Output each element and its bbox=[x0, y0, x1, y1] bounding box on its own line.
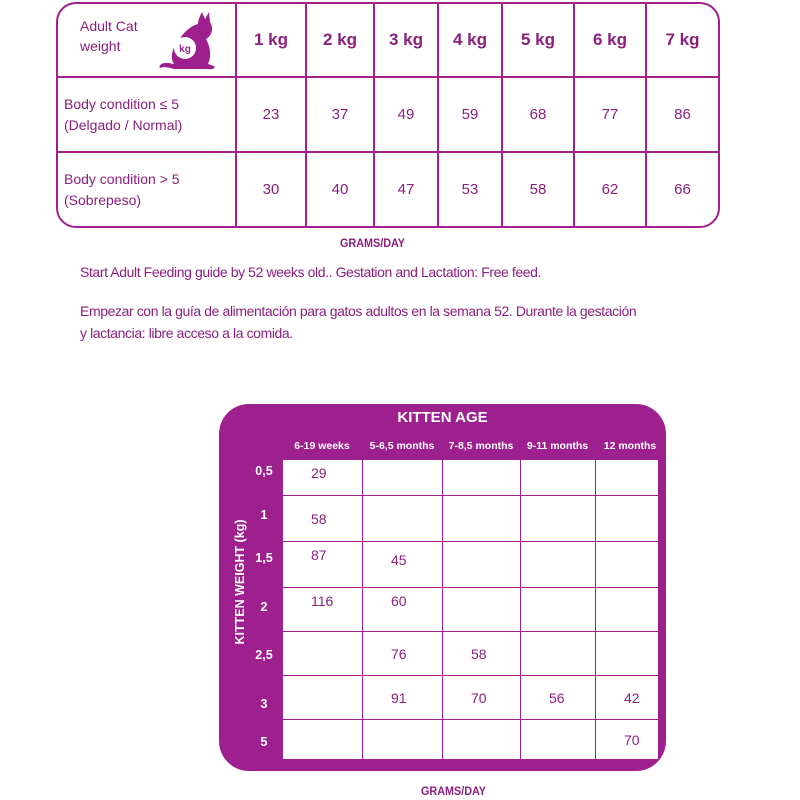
kitten-weight-label: 3 bbox=[260, 697, 268, 711]
adult-cell: 66 bbox=[646, 152, 718, 226]
kitten-cell: 58 bbox=[443, 632, 521, 676]
adult-weight-header: 2 kg bbox=[306, 4, 374, 77]
kitten-cell bbox=[283, 632, 363, 676]
kitten-cell: 116 bbox=[283, 588, 363, 632]
note-spanish-line1: Empezar con la guía de alimentación para gatos adultos en la semana 52. Durante la gestación bbox=[80, 303, 637, 319]
adult-weight-header: 7 kg bbox=[646, 4, 718, 77]
kitten-cell bbox=[521, 496, 596, 542]
kitten-cell: 29 bbox=[283, 460, 363, 496]
row-label-line2: (Sobrepeso) bbox=[64, 191, 142, 208]
kitten-cell bbox=[596, 632, 659, 676]
adult-cell: 30 bbox=[236, 152, 306, 226]
adult-row-label bbox=[58, 152, 236, 226]
kitten-cell bbox=[596, 542, 659, 588]
adult-corner-label-line2: weight bbox=[80, 38, 121, 54]
note-spanish-line2: y lactancia: libre acceso a la comida. bbox=[80, 325, 293, 341]
adult-cell: 37 bbox=[306, 77, 374, 152]
kitten-age-header: 7-8,5 months bbox=[448, 440, 514, 452]
adult-weight-header: 5 kg bbox=[502, 4, 574, 77]
adult-cell: 47 bbox=[374, 152, 438, 226]
kitten-cell: 91 bbox=[363, 676, 443, 720]
kitten-cell bbox=[443, 720, 521, 760]
kitten-weight-label: 5 bbox=[260, 735, 268, 749]
kitten-cell bbox=[521, 460, 596, 496]
kitten-cell bbox=[443, 496, 521, 542]
kitten-cell: 87 bbox=[283, 542, 363, 588]
kitten-cell bbox=[521, 720, 596, 760]
adult-row-label bbox=[58, 77, 236, 152]
kitten-cell bbox=[443, 588, 521, 632]
adult-corner-label-line1: Adult Cat bbox=[80, 18, 138, 34]
kitten-cell: 70 bbox=[443, 676, 521, 720]
kitten-cell: 45 bbox=[363, 542, 443, 588]
adult-weight-header: 4 kg bbox=[438, 4, 502, 77]
kitten-weight-label: 1,5 bbox=[255, 551, 273, 565]
kitten-cell bbox=[521, 588, 596, 632]
kitten-cell: 42 bbox=[596, 676, 659, 720]
adult-cell: 59 bbox=[438, 77, 502, 152]
kitten-cell bbox=[443, 460, 521, 496]
kitten-cell: 70 bbox=[596, 720, 659, 760]
row-label-line2: (Delgado / Normal) bbox=[64, 116, 183, 133]
kitten-cell: 76 bbox=[363, 632, 443, 676]
kitten-age-header: 9-11 months bbox=[526, 440, 589, 452]
kitten-cell: 58 bbox=[283, 496, 363, 542]
row-label-line1: Body condition ≤ 5 bbox=[64, 95, 180, 112]
kitten-weight-axis-label: KITTEN WEIGHT (kg) bbox=[233, 519, 247, 645]
adult-cell: 53 bbox=[438, 152, 502, 226]
kitten-cell bbox=[363, 496, 443, 542]
kitten-unit-label: GRAMS/DAY bbox=[421, 784, 487, 798]
adult-cell: 86 bbox=[646, 77, 718, 152]
kitten-age-title: KITTEN AGE bbox=[397, 409, 488, 426]
adult-cell: 49 bbox=[374, 77, 438, 152]
adult-weight-header: 6 kg bbox=[574, 4, 646, 77]
kitten-weight-label: 2 bbox=[260, 600, 268, 614]
kitten-cell bbox=[283, 676, 363, 720]
kitten-weight-label: 1 bbox=[260, 508, 268, 522]
kitten-age-header: 6-19 weeks bbox=[294, 440, 350, 452]
adult-row-normal bbox=[58, 77, 718, 152]
kitten-cell bbox=[363, 460, 443, 496]
kitten-cell bbox=[283, 720, 363, 760]
adult-cell: 23 bbox=[236, 77, 306, 152]
adult-cell: 58 bbox=[502, 152, 574, 226]
note-english: Start Adult Feeding guide by 52 weeks old.. Gestation and Lactation: Free feed. bbox=[80, 264, 542, 280]
kitten-feeding-grid bbox=[282, 459, 658, 759]
kitten-cell bbox=[521, 542, 596, 588]
kitten-cell bbox=[596, 588, 659, 632]
adult-cell: 77 bbox=[574, 77, 646, 152]
adult-corner-cell bbox=[58, 4, 236, 77]
adult-cell: 62 bbox=[574, 152, 646, 226]
adult-unit-label: GRAMS/DAY bbox=[340, 236, 406, 250]
kitten-weight-label: 2,5 bbox=[255, 648, 273, 662]
kitten-cell: 56 bbox=[521, 676, 596, 720]
kitten-cell bbox=[443, 542, 521, 588]
kitten-age-header: 5-6,5 months bbox=[369, 440, 435, 452]
adult-weight-header: 3 kg bbox=[374, 4, 438, 77]
adult-feeding-table bbox=[56, 2, 720, 228]
kitten-cell bbox=[521, 632, 596, 676]
adult-weight-header: 1 kg bbox=[236, 4, 306, 77]
kitten-weight-label: 0,5 bbox=[255, 464, 273, 478]
adult-cell: 68 bbox=[502, 77, 574, 152]
cat-silhouette-icon bbox=[154, 6, 220, 72]
kitten-cell bbox=[596, 460, 659, 496]
kitten-cell: 60 bbox=[363, 588, 443, 632]
kitten-cell bbox=[596, 496, 659, 542]
adult-row-overweight bbox=[58, 152, 718, 226]
row-label-line1: Body condition > 5 bbox=[64, 170, 180, 187]
adult-cell: 40 bbox=[306, 152, 374, 226]
kg-badge-text: kg bbox=[179, 44, 191, 55]
kitten-age-header: 12 months bbox=[603, 440, 657, 452]
kitten-cell bbox=[363, 720, 443, 760]
